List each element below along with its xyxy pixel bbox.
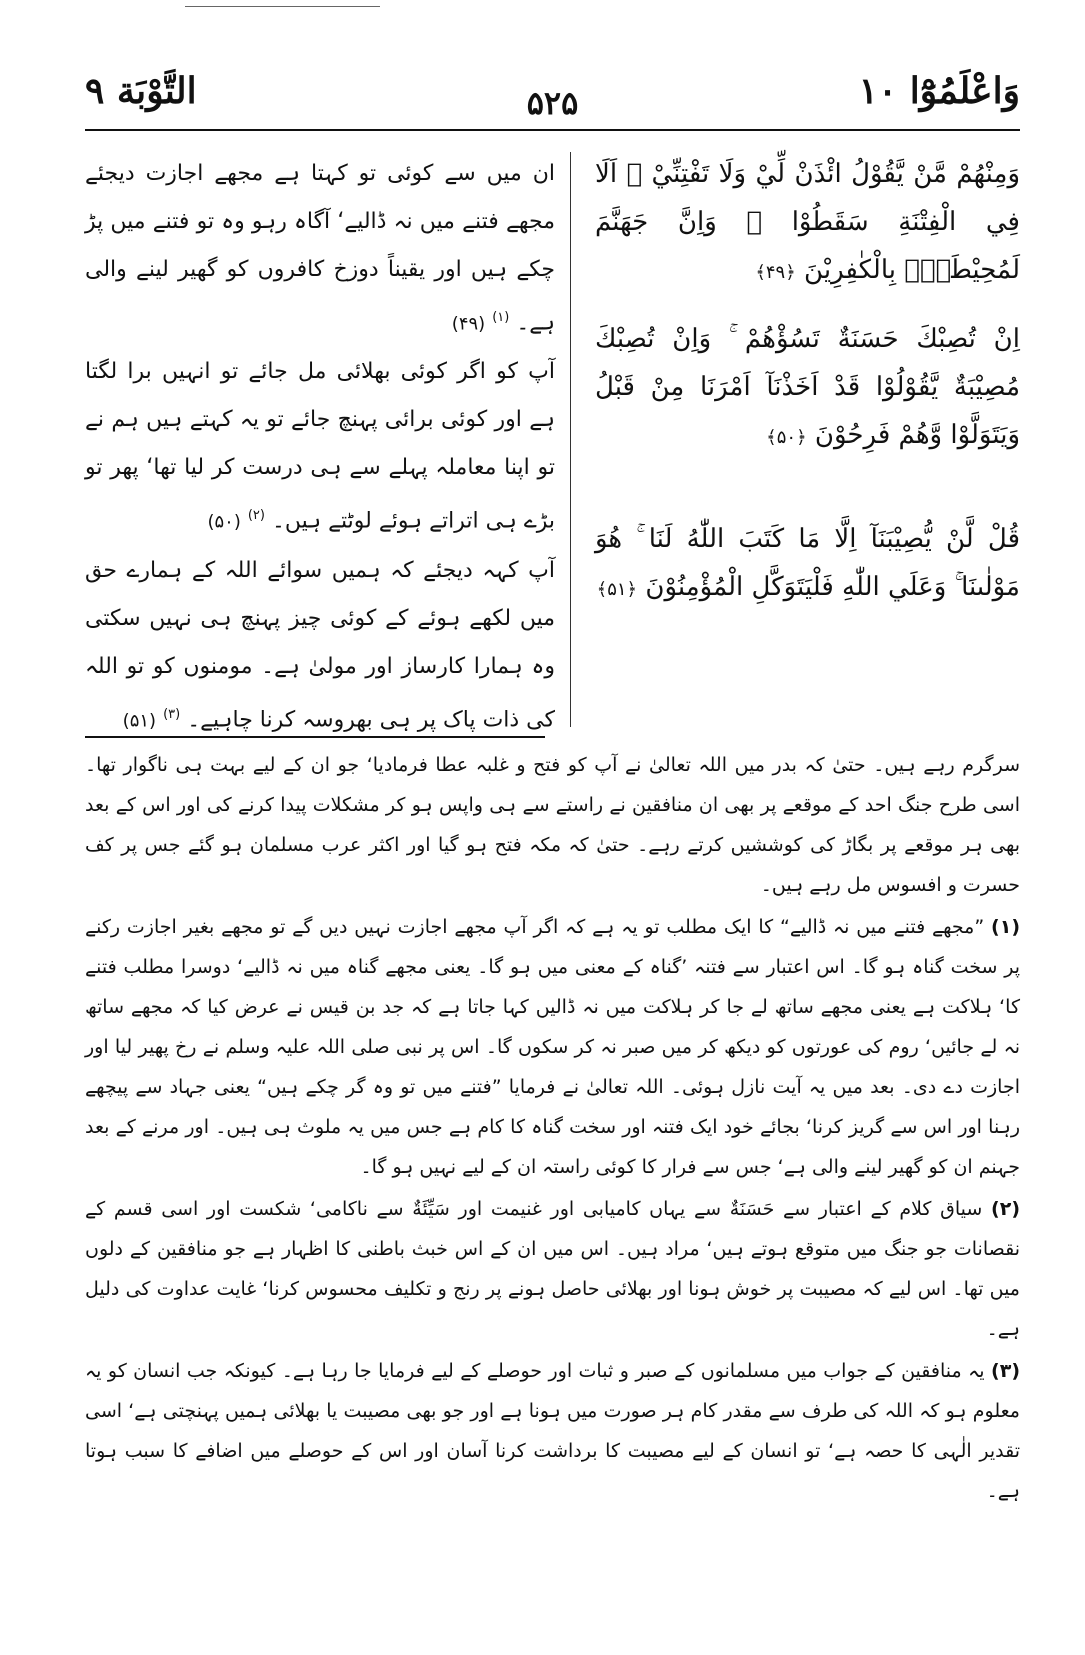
footnote-2: (۲) سیاق کلام کے اعتبار سے حَسَنَةٌ سے یہاں کامیابی اور غنیمت اور سَيِّئَةٌ سے ناکامی‘ شکست اور اسی قسم کے نقصانات جو جنگ میں متوقع ہوتے ہیں‘ مراد ہیں۔ اس میں ان کے اس خبث باطنی کا اظہار ہے جو منافقین کے دلوں میں تھا۔ اس لیے کہ مصیبت پر خوش ہونا اور بھلائی حاصل ہونے پر رنج و تکلیف محسوس کرنا‘ غایت عداوت کی دلیل ہے۔: [85, 1198, 1021, 1340]
footnote-marker: (۲): [247, 508, 265, 524]
arabic-verse-49: وَمِنْهُمْ مَّنْ يَّقُوْلُ ائْذَنْ لِّيْ وَلَا تَفْتِنِّيْ ۭ اَلَا فِي الْفِتْنَةِ سَقَطُوْا ۭ وَاِنَّ جَهَنَّمَ لَمُحِيْطَةٌۢ بِالْكٰفِرِيْنَ ﴿۴۹﴾: [595, 159, 1020, 285]
urdu-column: [85, 150, 555, 745]
footnote-continuation: سرگرم رہے ہیں۔ حتیٰ کہ بدر میں اللہ تعالیٰ نے آپ کو فتح و غلبہ عطا فرمادیا‘ جو ان کے لیے بہت ہی ناگوار تھا۔ اسی طرح جنگ احد کے موقعے پر بھی ان منافقین نے راستے سے ہی واپس ہو کر مشکلات پیدا کرنے کی اور اس کے بعد بھی ہر موقعے پر بگاڑ کی کوششیں کرتے رہے۔ حتیٰ کہ مکہ فتح ہو گیا اور اکثر عرب مسلمان ہو گئے جس پر کف حسرت و افسوس مل رہے ہیں۔: [85, 754, 1020, 896]
column-divider: [570, 152, 571, 727]
footnote-marker: (۳): [163, 706, 181, 722]
footnote-3: (۳) یہ منافقین کے جواب میں مسلمانوں کے صبر و ثبات اور حوصلے کے لیے فرمایا جا رہا ہے۔ کیونکہ جب انسان کو یہ معلوم ہو کہ اللہ کی طرف سے مقدر کام ہر صورت میں ہونا ہے اور جو بھی مصیبت یا بھلائی ہمیں پہنچتی ہے‘ اسی تقدیر الٰہی کا حصہ ہے‘ تو انسان کے لیے مصیبت کا برداشت کرنا آسان اور اس کے حوصلے میں اضافے کا سبب ہوتا ہے۔: [85, 1360, 1020, 1502]
arabic-column: [595, 150, 1020, 665]
urdu-verse-50: آپ کو اگر کوئی بھلائی مل جائے تو انہیں برا لگتا ہے اور کوئی برائی پہنچ جائے تو یہ کہتے ہیں ہم نے تو اپنا معاملہ پہلے سے ہی درست کر لیا تھا‘ پھر تو بڑے ہی اتراتے ہوئے لوٹتے ہیں۔ $^{(۲)}$ (۵۰): [85, 359, 555, 534]
urdu-verse-49: ان میں سے کوئی تو کہتا ہے مجھے اجازت دیجئے مجھے فتنے میں نہ ڈالیے‘ آگاہ رہو وہ تو فتنے میں پڑ چکے ہیں اور یقیناً دوزخ کافروں کو گھیر لینے والی ہے۔ $^{(۱)}$ (۴۹): [85, 161, 555, 336]
page-header: [85, 70, 1020, 130]
footnote-divider: [85, 736, 545, 738]
arabic-verse-50: اِنْ تُصِبْكَ حَسَنَةٌ تَسُؤْهُمْ ۚ وَاِنْ تُصِبْكَ مُصِيْبَةٌ يَّقُوْلُوْا قَدْ اَخَذْنَآ اَمْرَنَا مِنْ قَبْلُ وَيَتَوَلَّوْا وَّهُمْ فَرِحُوْنَ ﴿۵۰﴾: [595, 324, 1020, 450]
urdu-verse-51: آپ کہہ دیجئے کہ ہمیں سوائے اللہ کے ہمارے حق میں لکھے ہوئے کے کوئی چیز پہنچ ہی نہیں سکتی وہ ہمارا کارساز اور مولیٰ ہے۔ مومنوں کو تو اللہ کی ذات پاک پر ہی بھروسہ کرنا چاہیے۔ $^{(۳)}$ (۵۱): [85, 557, 555, 732]
surah-title: التَّوْبَة ۹: [85, 70, 197, 112]
footnote-1: (۱) ”مجھے فتنے میں نہ ڈالیے“ کا ایک مطلب تو یہ ہے کہ اگر آپ مجھے اجازت نہیں دیں گے تو مجھے بغیر اجازت رکنے پر سخت گناہ ہو گا۔ اس اعتبار سے فتنہ ’گناہ کے معنی میں ہو گا۔ یعنی مجھے گناہ میں نہ ڈالیے‘ دوسرا مطلب فتنے کا‘ ہلاکت ہے یعنی مجھے ساتھ لے جا کر ہلاکت میں نہ ڈالیں کہا جاتا ہے کہ جد بن قیس نے عرض کیا کہ مجھے ساتھ نہ لے جائیں‘ روم کی عورتوں کو دیکھ کر میں صبر نہ کر سکوں گا۔ اس پر نبی صلی اللہ علیہ وسلم نے رخ پھیر لیا اور اجازت دے دی۔ بعد میں یہ آیت نازل ہوئی۔ اللہ تعالیٰ نے فرمایا ”فتنے میں تو وہ گر چکے ہیں“ یعنی جہاد سے پیچھے رہنا اور اس سے گریز کرنا‘ بجائے خود ایک فتنہ اور سخت گناہ کا کام ہے جس میں یہ ملوث ہی ہیں۔ اور مرنے کے بعد جہنم ان کو گھیر لینے والی ہے‘ جس سے فرار کا کوئی راستہ ان کے لیے نہیں ہو گا۔: [85, 916, 1020, 1178]
footnotes: [85, 745, 1020, 1513]
arabic-verse-51: قُلْ لَّنْ يُّصِيْبَنَآ اِلَّا مَا كَتَبَ اللّٰهُ لَنَا ۚ هُوَ مَوْلٰىنَا ۚ وَعَلَي اللّٰهِ فَلْيَتَوَكَّلِ الْمُؤْمِنُوْنَ ﴿۵۱﴾: [595, 524, 1020, 602]
page-number: ۵۲۵: [526, 84, 579, 122]
header-divider: [85, 129, 1020, 131]
juz-title: وَاعْلَمُوْٓا ۱۰: [858, 70, 1020, 112]
footnote-marker: (۱): [492, 310, 510, 325]
top-rule: [185, 6, 380, 7]
